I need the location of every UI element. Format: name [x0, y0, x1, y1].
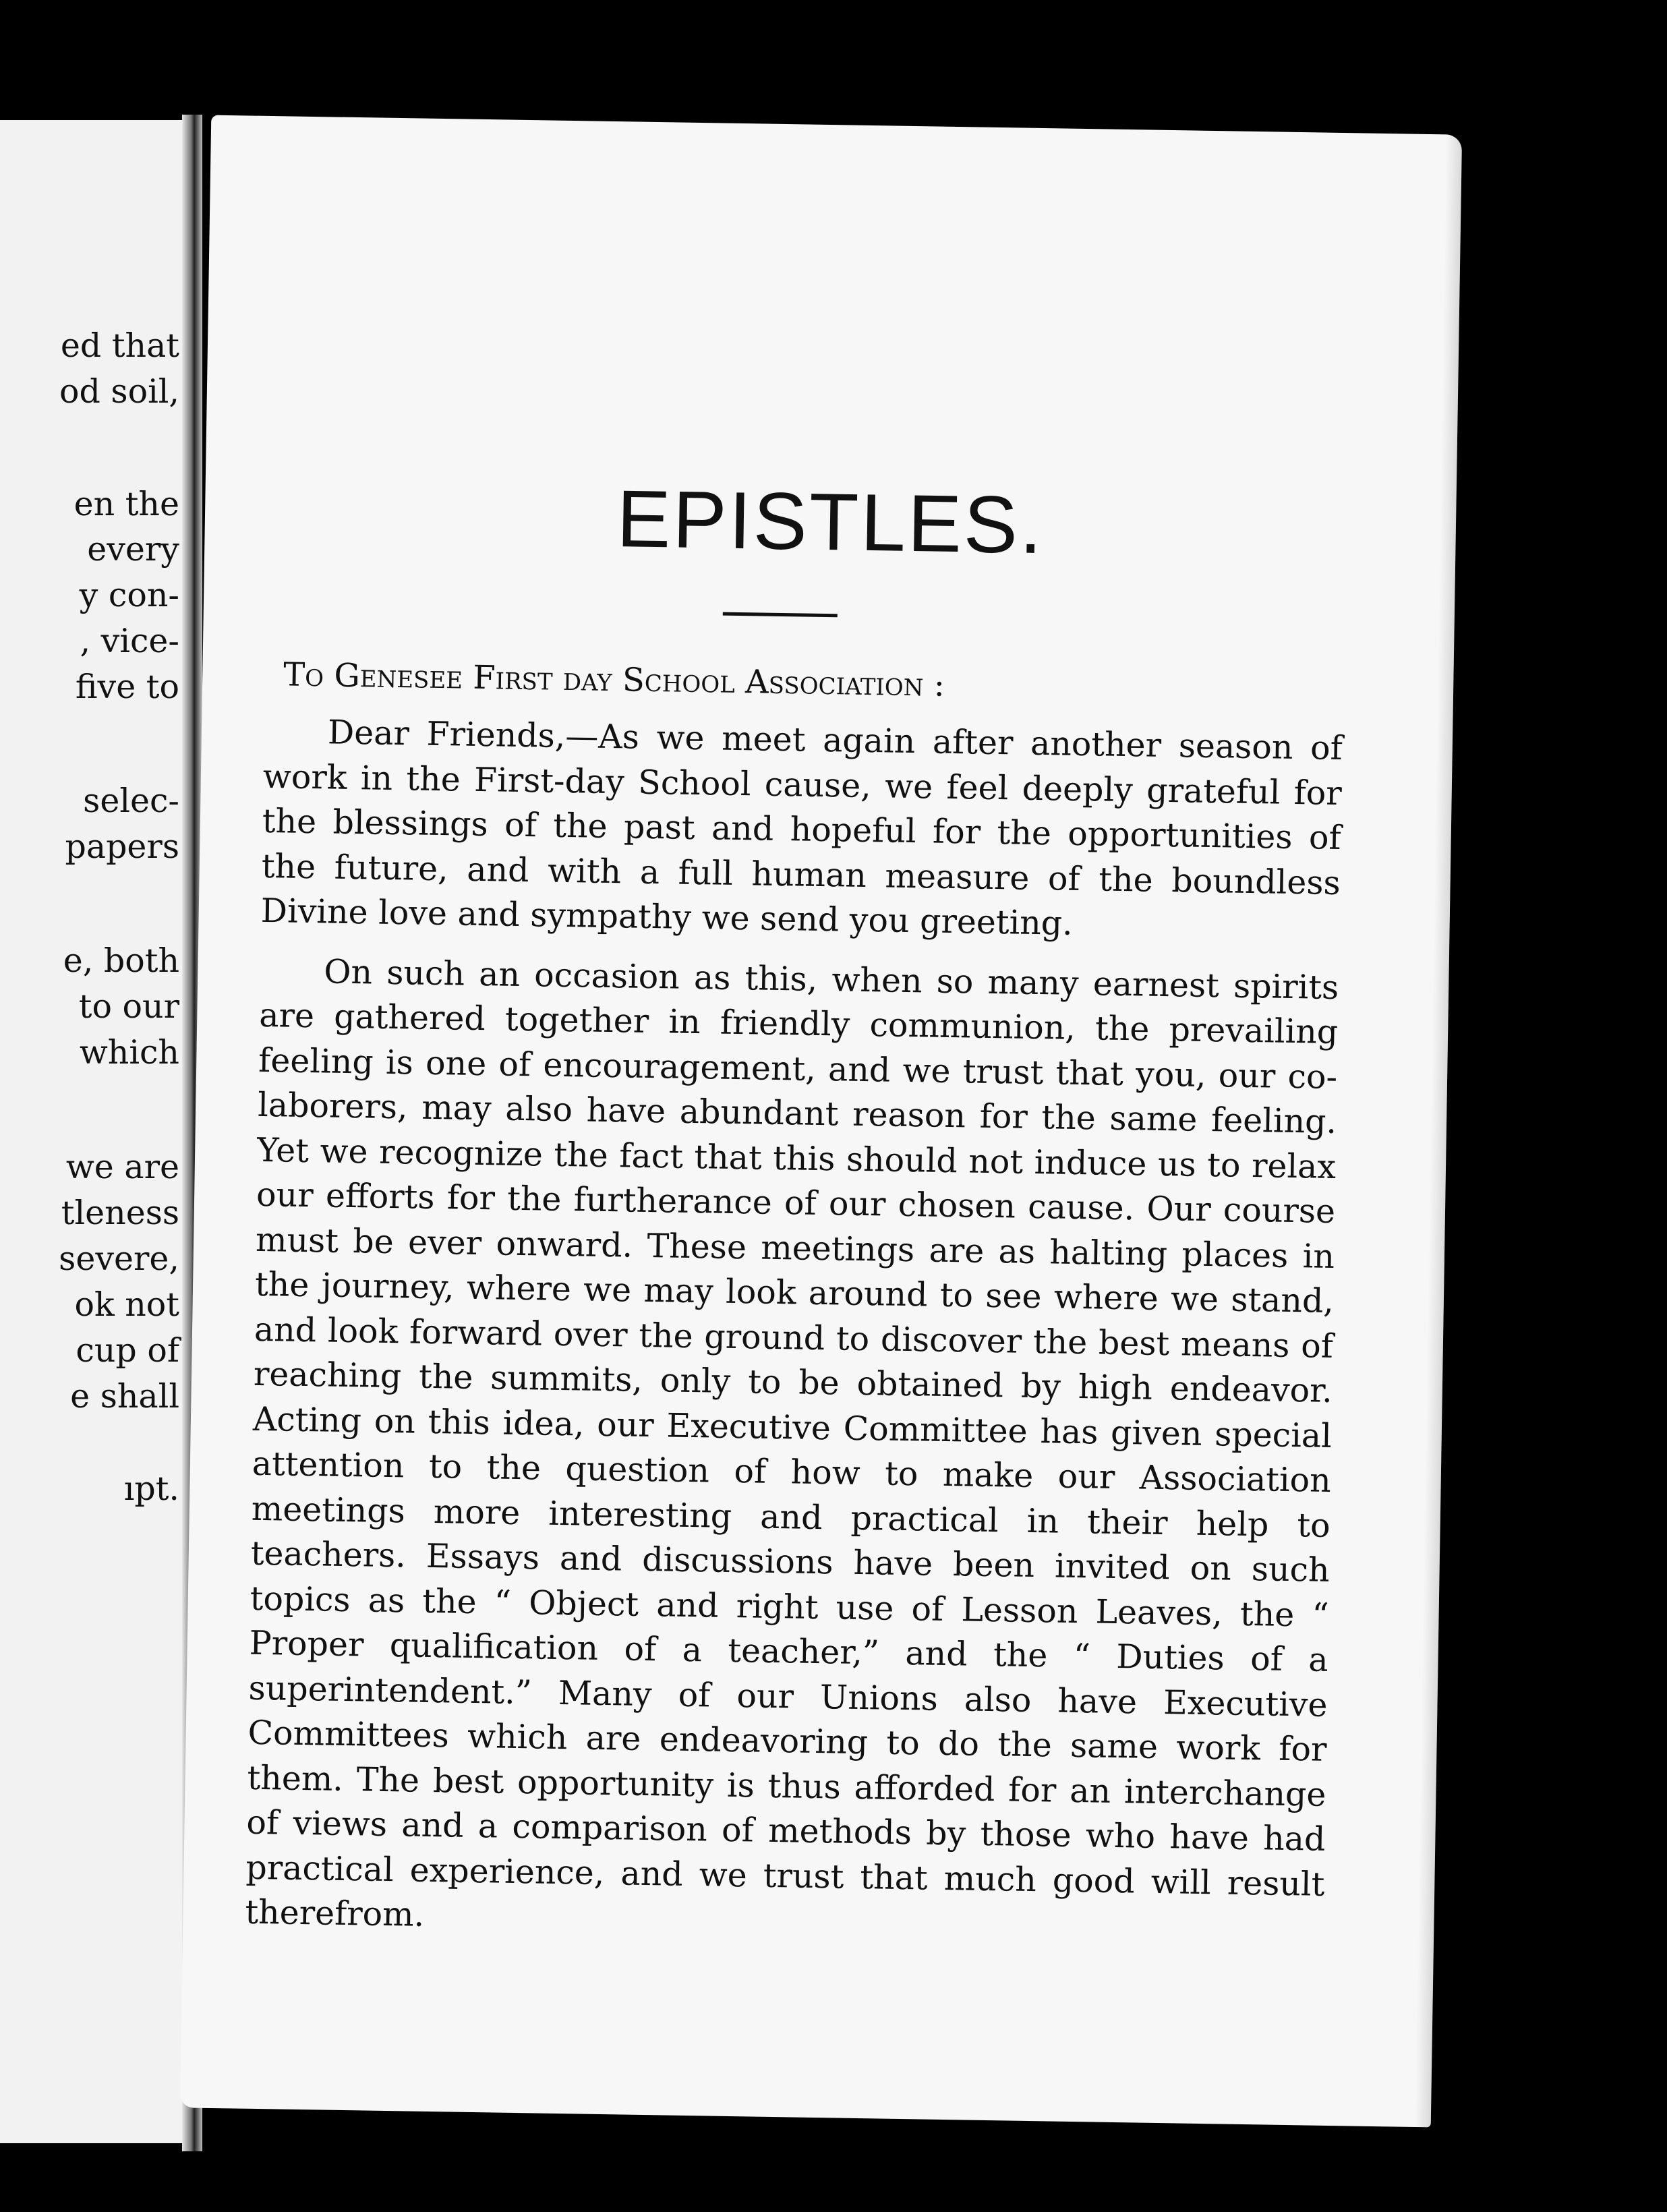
left-page-line: selec-: [83, 782, 179, 820]
left-page-line: en the: [74, 485, 179, 523]
page-title: EPISTLES.: [616, 473, 1045, 571]
left-page-line: every: [87, 530, 179, 569]
left-page-line: cup of: [76, 1331, 179, 1370]
left-page-line: tleness: [61, 1194, 179, 1232]
paragraph-2: On such an occasion as this, when so many earnest spirits are gathered together in friendly communion, the prevailing feeling is one of encouragement, and we trust that you, our co-laborers, may also have abundant reason for the same feeling. Yet we recognize the fact that this should not induce us to relax our efforts for the furtherance of our chosen cause. Our course must be ever onward. These meetings are as halting places in the journey, where we may look around to see where we stand, and look forward over the ground to discover the best means of reaching the summits, only to be obtained by high endeavor. Acting on this idea, our Executive Committee has given special attention to the question of how to make our Association meetings more interesting and practical in their help to teachers. Essays and discussions have been invited on such topics as the “ Object and right use of Lesson Leaves, the “ Proper qualification of a teacher,” and the “ Duties of a superintendent.” Many of our Unions also have Executive Committees which are endeavoring to do the same work for them. The best opportunity is thus afforded for an interchange of views and a comparison of methods by those who have had practical experience, and we trust that much good will result therefrom.: [245, 952, 1339, 1934]
page-edge-shadow: [1415, 134, 1462, 2127]
paragraph-1: Dear Friends,—As we meet again after another season of work in the First-day School cause, we feel deeply grateful for the blessings of the past and hopeful for the opportunities of the future, and with a full human measure of the boundless Divine love and sympathy we send you greeting.: [260, 713, 1343, 943]
main-page: [180, 115, 1462, 2128]
left-page-line: ed that: [60, 326, 179, 365]
left-page-line: five to: [75, 668, 179, 706]
left-page-line: ıpt.: [123, 1469, 179, 1508]
left-page-line: which: [79, 1033, 179, 1072]
left-page-line: , vice-: [80, 622, 179, 660]
left-facing-page: [0, 120, 187, 2143]
title-rule: [723, 612, 838, 618]
left-page-line: to our: [78, 987, 179, 1026]
addressee-heading: To Genesee First day School Association :: [283, 656, 945, 704]
left-page-line: e shall: [70, 1377, 179, 1416]
left-page-line: od soil,: [59, 372, 179, 411]
epistle-body: [245, 709, 1343, 1967]
left-page-line: severe,: [59, 1240, 179, 1278]
left-page-line: y con-: [79, 576, 179, 614]
left-page-line: ok not: [74, 1285, 179, 1324]
left-page-line: e, both: [63, 941, 179, 980]
left-page-line: papers: [65, 827, 179, 866]
left-page-line: we are: [65, 1148, 179, 1186]
